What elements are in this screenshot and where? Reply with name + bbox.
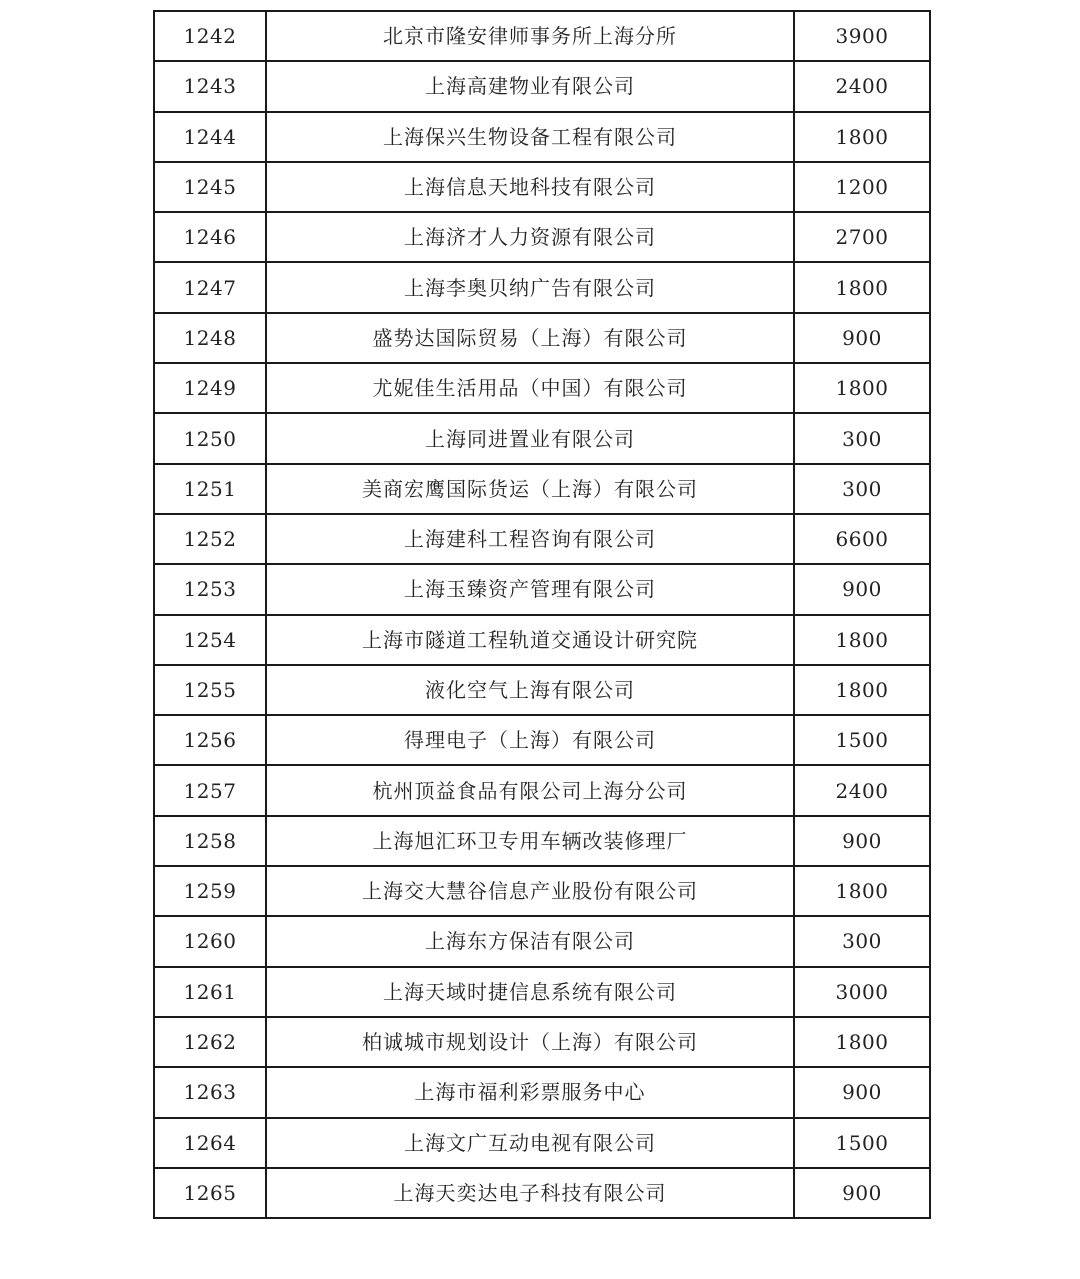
- row-number-cell: 1265: [154, 1168, 266, 1218]
- table-row: [154, 61, 930, 111]
- company-name-cell: 上海旭汇环卫专用车辆改装修理厂: [266, 816, 794, 866]
- amount-cell: 900: [794, 1168, 930, 1218]
- amount-cell: 2700: [794, 212, 930, 262]
- amount-cell: 1200: [794, 162, 930, 212]
- table-row: [154, 1168, 930, 1218]
- company-name-cell: 液化空气上海有限公司: [266, 665, 794, 715]
- table-row: [154, 11, 930, 61]
- company-name-cell: 上海建科工程咨询有限公司: [266, 514, 794, 564]
- amount-cell: 300: [794, 464, 930, 514]
- table-row: [154, 363, 930, 413]
- row-number-cell: 1259: [154, 866, 266, 916]
- table-body: [154, 11, 930, 1218]
- row-number-cell: 1250: [154, 413, 266, 463]
- amount-cell: 1800: [794, 112, 930, 162]
- row-number-cell: 1253: [154, 564, 266, 614]
- table-row: [154, 967, 930, 1017]
- company-name-cell: 上海市隧道工程轨道交通设计研究院: [266, 615, 794, 665]
- company-name-cell: 上海信息天地科技有限公司: [266, 162, 794, 212]
- table-row: [154, 816, 930, 866]
- row-number-cell: 1252: [154, 514, 266, 564]
- data-table: [153, 10, 931, 1219]
- company-name-cell: 上海保兴生物设备工程有限公司: [266, 112, 794, 162]
- company-name-cell: 得理电子（上海）有限公司: [266, 715, 794, 765]
- table-row: [154, 866, 930, 916]
- table-row: [154, 514, 930, 564]
- company-name-cell: 柏诚城市规划设计（上海）有限公司: [266, 1017, 794, 1067]
- row-number-cell: 1260: [154, 916, 266, 966]
- amount-cell: 300: [794, 413, 930, 463]
- amount-cell: 1800: [794, 665, 930, 715]
- amount-cell: 3900: [794, 11, 930, 61]
- company-name-cell: 上海同进置业有限公司: [266, 413, 794, 463]
- company-name-cell: 上海李奥贝纳广告有限公司: [266, 262, 794, 312]
- amount-cell: 900: [794, 313, 930, 363]
- company-name-cell: 杭州顶益食品有限公司上海分公司: [266, 765, 794, 815]
- company-name-cell: 上海文广互动电视有限公司: [266, 1118, 794, 1168]
- company-name-cell: 上海高建物业有限公司: [266, 61, 794, 111]
- table-row: [154, 1017, 930, 1067]
- amount-cell: 2400: [794, 765, 930, 815]
- company-amount-table: [153, 10, 929, 1219]
- row-number-cell: 1249: [154, 363, 266, 413]
- amount-cell: 300: [794, 916, 930, 966]
- row-number-cell: 1244: [154, 112, 266, 162]
- row-number-cell: 1262: [154, 1017, 266, 1067]
- table-row: [154, 1118, 930, 1168]
- row-number-cell: 1264: [154, 1118, 266, 1168]
- row-number-cell: 1246: [154, 212, 266, 262]
- table-row: [154, 212, 930, 262]
- company-name-cell: 上海玉臻资产管理有限公司: [266, 564, 794, 614]
- amount-cell: 900: [794, 564, 930, 614]
- amount-cell: 3000: [794, 967, 930, 1017]
- row-number-cell: 1248: [154, 313, 266, 363]
- row-number-cell: 1257: [154, 765, 266, 815]
- company-name-cell: 上海交大慧谷信息产业股份有限公司: [266, 866, 794, 916]
- table-row: [154, 916, 930, 966]
- table-row: [154, 313, 930, 363]
- row-number-cell: 1255: [154, 665, 266, 715]
- table-row: [154, 615, 930, 665]
- amount-cell: 1500: [794, 715, 930, 765]
- table-row: [154, 112, 930, 162]
- amount-cell: 2400: [794, 61, 930, 111]
- company-name-cell: 北京市隆安律师事务所上海分所: [266, 11, 794, 61]
- table-row: [154, 665, 930, 715]
- table-row: [154, 765, 930, 815]
- company-name-cell: 美商宏鹰国际货运（上海）有限公司: [266, 464, 794, 514]
- company-name-cell: 盛势达国际贸易（上海）有限公司: [266, 313, 794, 363]
- row-number-cell: 1258: [154, 816, 266, 866]
- company-name-cell: 上海天域时捷信息系统有限公司: [266, 967, 794, 1017]
- table-row: [154, 162, 930, 212]
- row-number-cell: 1256: [154, 715, 266, 765]
- row-number-cell: 1261: [154, 967, 266, 1017]
- amount-cell: 900: [794, 1067, 930, 1117]
- row-number-cell: 1263: [154, 1067, 266, 1117]
- amount-cell: 1800: [794, 262, 930, 312]
- company-name-cell: 尤妮佳生活用品（中国）有限公司: [266, 363, 794, 413]
- row-number-cell: 1245: [154, 162, 266, 212]
- row-number-cell: 1254: [154, 615, 266, 665]
- table-row: [154, 715, 930, 765]
- amount-cell: 900: [794, 816, 930, 866]
- table-row: [154, 262, 930, 312]
- amount-cell: 1800: [794, 866, 930, 916]
- table-row: [154, 413, 930, 463]
- company-name-cell: 上海济才人力资源有限公司: [266, 212, 794, 262]
- row-number-cell: 1242: [154, 11, 266, 61]
- row-number-cell: 1243: [154, 61, 266, 111]
- company-name-cell: 上海市福利彩票服务中心: [266, 1067, 794, 1117]
- company-name-cell: 上海东方保洁有限公司: [266, 916, 794, 966]
- table-row: [154, 564, 930, 614]
- row-number-cell: 1251: [154, 464, 266, 514]
- row-number-cell: 1247: [154, 262, 266, 312]
- table-row: [154, 464, 930, 514]
- amount-cell: 1800: [794, 615, 930, 665]
- company-name-cell: 上海天奕达电子科技有限公司: [266, 1168, 794, 1218]
- amount-cell: 1500: [794, 1118, 930, 1168]
- table-row: [154, 1067, 930, 1117]
- amount-cell: 1800: [794, 1017, 930, 1067]
- amount-cell: 6600: [794, 514, 930, 564]
- amount-cell: 1800: [794, 363, 930, 413]
